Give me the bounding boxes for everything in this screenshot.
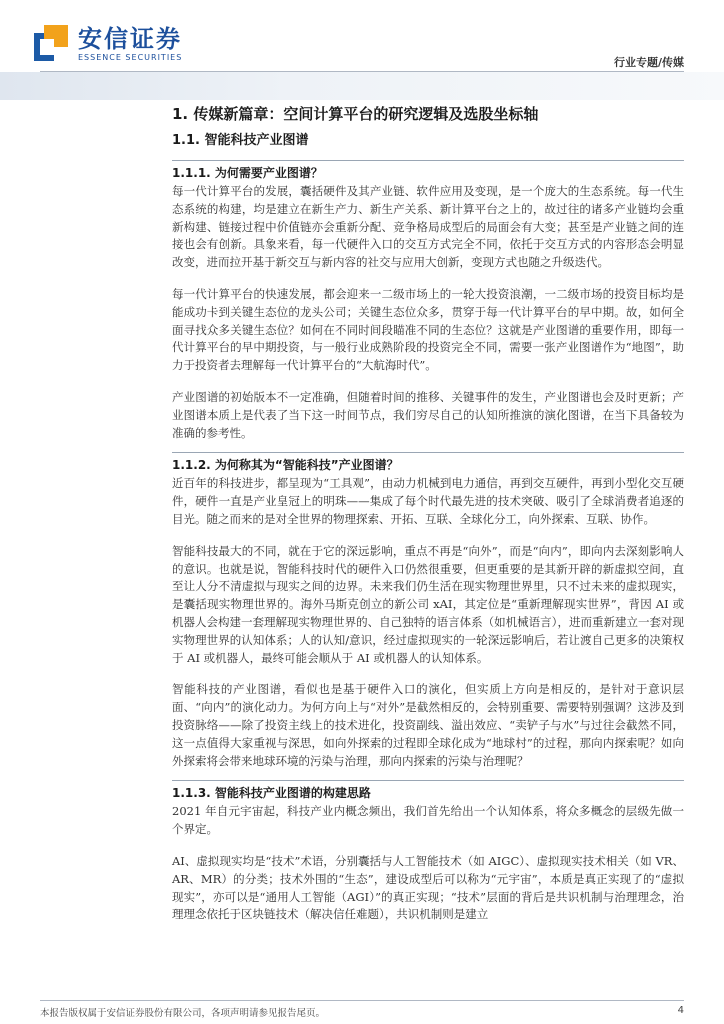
logo-english-name: ESSENCE SECURITIES xyxy=(78,53,183,62)
logo-mark-icon xyxy=(34,25,70,63)
section-heading-1: 1. 传媒新篇章：空间计算平台的研究逻辑及选股坐标轴 xyxy=(172,105,539,123)
header-band xyxy=(0,72,724,100)
subsection-heading-1-1-2: 1.1.2. 为何称其为“智能科技”产业图谱？ xyxy=(172,458,399,473)
report-category: 行业专题/传媒 xyxy=(613,56,684,69)
subsection-1-1-1 xyxy=(172,160,684,181)
paragraph: 每一代计算平台的发展，囊括硬件及其产业链、软件应用及变现，是一个庞大的生态系统。每一代生态系统的构建，均是建立在新生产力、新生产关系、新计算平台之上的，故过往的诸多产业链均会重新构建、链接过程中价值链亦会重新分配、竞争格局成型后的局面会有大变；甚至是产业链之间的连接也会有创新。具象来看，每一代硬件入口的交互方式完全不同，依托于交互方式的内容形态会明显改变，进而拉开基于新交互与新内容的社交与应用大创新，变现方式也随之升级迭代。 xyxy=(172,184,684,270)
page-header xyxy=(0,0,724,100)
paragraph: 2021 年自元宇宙起，科技产业内概念频出，我们首先给出一个认知体系，将众多概念的层级先做一个界定。 xyxy=(172,804,684,837)
subsection-1-1-2 xyxy=(172,452,684,473)
company-logo xyxy=(34,24,182,64)
paragraph: 智能科技的产业图谱，看似也是基于硬件入口的演化，但实质上方向是相反的，是针对于意识层面、“向内”的演化动力。为何方向上与“对外”是截然相反的，会特别重要、需要特别强调？这涉及到投资脉络——除了投资主线上的技术进化，投资副线、溢出效应、“卖铲子与水”与过往会截然不同，这一点值得大家重视与深思，如向外探索的过程即全球化成为“地球村”的过程，那向内探索呢？如向外探索将会带来地球环境的污染与治理，那向内探索的污染与治理呢？ xyxy=(172,682,684,768)
page-number: 4 xyxy=(677,1005,684,1016)
paragraph: 每一代计算平台的快速发展，都会迎来一二级市场上的一轮大投资浪潮，一二级市场的投资目标均是能成功卡到关键生态位的龙头公司；关键生态位众多，贯穿于每一代计算平台的早中期。故，如何全面寻找众多关键生态位？如何在不同时间段瞄准不同的生态位？这就是产业图谱的重要作用，即每一代计算平台的早中期投资，与一般行业成熟阶段的投资完全不同，需要一张产业图谱作为“地图”，助力于投资者去理解每一代计算平台的“大航海时代”。 xyxy=(172,286,684,373)
subsection-1-1-3 xyxy=(172,780,684,801)
report-body xyxy=(172,104,684,924)
subsection-heading-1-1-1: 1.1.1. 为何需要产业图谱？ xyxy=(172,166,323,180)
footer-divider xyxy=(40,1000,684,1001)
paragraph: AI、虚拟现实均是“技术”术语，分别囊括与人工智能技术（如 AIGC）、虚拟现实技术相关（如 VR、AR、MR）的分类；技术外围的“生态”，建设成型后可以称为“元宇宙”，本质是真正实现了的“虚拟现实”，亦可以是“通用人工智能（AGI）”的真正实现；“技术”层面的背后是共识机制与治理理念，治理理念依托于区块链技术（解决信任难题），共识机制则是建立 xyxy=(172,853,684,922)
section-heading-1-1: 1.1. 智能科技产业图谱 xyxy=(172,133,309,148)
paragraph: 近百年的科技进步，都呈现为“工具观”，由动力机械到电力通信，再到交互硬件，再到小型化交互硬件，硬件一直是产业皇冠上的明珠——集成了每个时代最先进的技术突破、吸引了全球消费者追逐的目光。随之而来的是对全世界的物理探索、开拓、互联、全球化分工，向外探索、互联、协作。 xyxy=(172,476,684,526)
subsection-heading-1-1-3: 1.1.3. 智能科技产业图谱的构建思路 xyxy=(172,786,371,801)
paragraph: 产业图谱的初始版本不一定准确，但随着时间的推移、关键事件的发生，产业图谱也会及时更新；产业图谱本质上是代表了当下这一时间节点，我们穷尽自己的认知所推演的演化图谱，在当下具备较为准确的参考性。 xyxy=(172,389,684,440)
logo-chinese-name: 安信证券 xyxy=(78,25,182,53)
footer-disclaimer: 本报告版权属于安信证券股份有限公司，各项声明请参见报告尾页。 xyxy=(40,1008,326,1019)
paragraph: 智能科技最大的不同，就在于它的深远影响，重点不再是“向外”，而是“向内”，即向内去深刻影响人的意识。也就是说，智能科技时代的硬件入口仍然很重要，但更重要的是其新开辟的新虚拟空间，直至让人分不清虚拟与现实之间的边界。未来我们仍生活在现实物理世界里，只不过未来的虚拟现实，是囊括现实物理世界的。海外马斯克创立的新公司 xAI，其定位是“重新理解现实世界”，背因 AI 或机器人会构建一套理解现实物理世界的、自己独特的语言体系（如机械语言），进而重新建立一套对现实物理世界的认知体系；人的认知/意识，经过虚拟现实的一轮深远影响后，若让渡自己更多的决策权于 AI 或机器人，最终可能会顺从于 AI 或机器人的认知体系。 xyxy=(172,543,684,665)
